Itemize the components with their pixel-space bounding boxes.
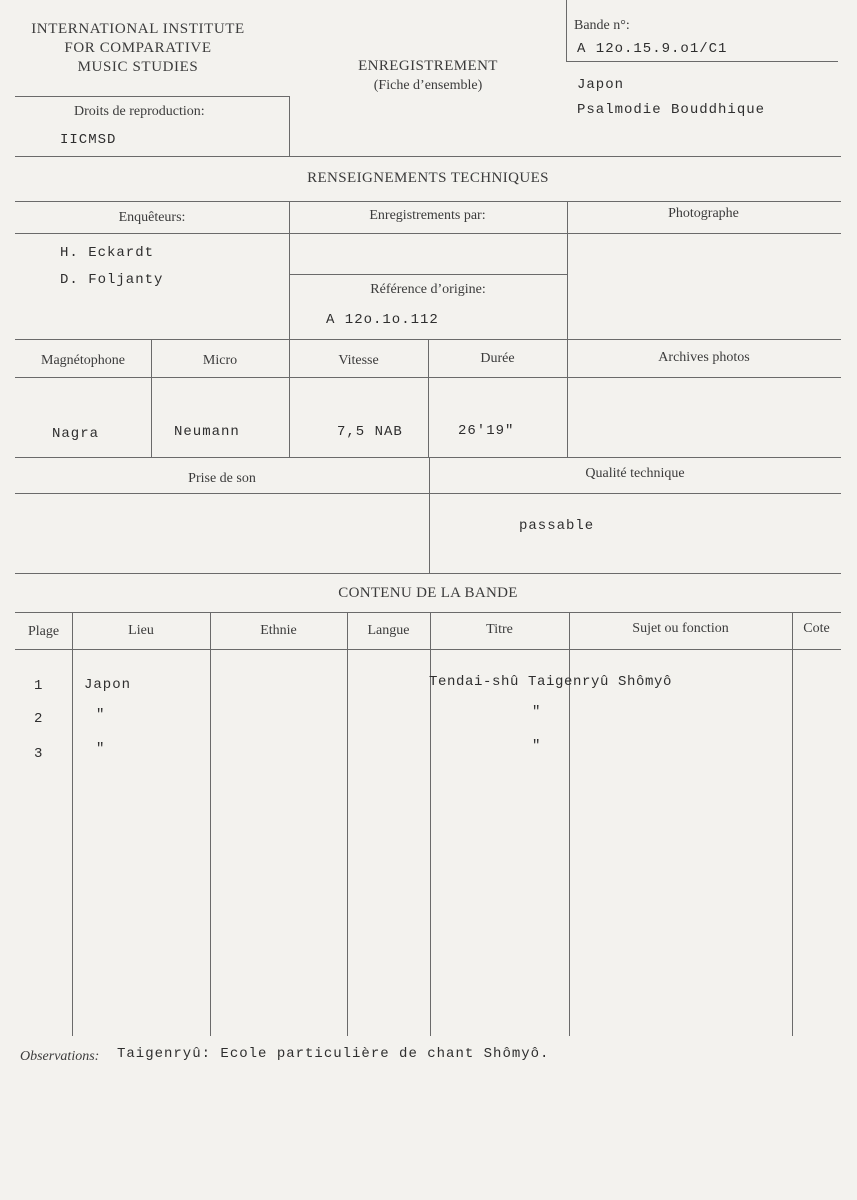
tech-quality-value: passable [519, 518, 595, 534]
duration-label: Durée [480, 351, 515, 366]
micro-value: Neumann [174, 424, 240, 440]
rights-label: Droits de reproduction: [74, 104, 205, 119]
tech-row1-top [15, 201, 841, 202]
contents-col-divider-3 [347, 612, 348, 1036]
investigator-1: H. Eckardt [60, 245, 155, 261]
institute-line-1: INTERNATIONAL INSTITUTE [31, 21, 245, 37]
micro-label: Micro [202, 353, 238, 368]
speed-label: Vitesse [338, 353, 379, 368]
contents-col-divider-6 [792, 612, 793, 1036]
row-1-titre: Tendai-shû Taigenryû Shômyô [429, 674, 673, 690]
observations-label: Observations: [20, 1049, 100, 1064]
row-3-lieu: " [96, 741, 106, 757]
col-cote: Cote [803, 621, 830, 636]
origin-ref-label: Référence d’origine: [370, 282, 486, 297]
observations-text: Taigenryû: Ecole particulière de chant Shômyô. [117, 1046, 550, 1062]
tape-box-left-border [566, 0, 567, 62]
tech-row3-top [15, 457, 841, 458]
form-subtitle: (Fiche d’ensemble) [373, 78, 483, 93]
header-bottom-rule [15, 156, 841, 157]
contents-col-divider-1 [72, 612, 73, 1036]
recorder-label: Magnétophone [41, 353, 125, 368]
row-1-plage: 1 [34, 678, 44, 694]
contents-section-title: CONTENU DE LA BANDE [338, 585, 518, 601]
col-lieu: Lieu [128, 623, 154, 638]
origin-ref-top [289, 274, 567, 275]
tape-label: Bande n°: [574, 18, 630, 33]
row-3-plage: 3 [34, 746, 44, 762]
contents-col-divider-2 [210, 612, 211, 1036]
duration-value: 26'19" [458, 423, 515, 439]
institute-line-2: FOR COMPARATIVE [64, 40, 212, 56]
subject-value: Psalmodie Bouddhique [577, 102, 766, 118]
rights-box-top-border [15, 96, 289, 97]
technical-section-title: RENSEIGNEMENTS TECHNIQUES [307, 170, 549, 186]
contents-table-top [15, 612, 841, 613]
col-ethnie: Ethnie [260, 623, 297, 638]
col-sujet: Sujet ou fonction [632, 621, 729, 636]
row-1-lieu: Japon [84, 677, 132, 693]
photo-archives-label: Archives photos [658, 350, 750, 365]
sound-capture-label: Prise de son [188, 471, 256, 486]
tape-number: A 12o.15.9.o1/C1 [577, 41, 728, 57]
speed-value: 7,5 NAB [337, 424, 403, 440]
rights-value: IICMSD [60, 132, 117, 148]
row-2-plage: 2 [34, 711, 44, 727]
row-2-lieu: " [96, 707, 106, 723]
recorder-value: Nagra [52, 426, 100, 442]
tech-section-bottom [15, 573, 841, 574]
investigators-label: Enquêteurs: [118, 210, 186, 225]
form-title: ENREGISTREMENT [358, 58, 498, 74]
contents-header-bottom [15, 649, 841, 650]
institute-line-3: MUSIC STUDIES [77, 59, 199, 75]
col-langue: Langue [367, 623, 410, 638]
tech-row3-header-bottom [15, 493, 841, 494]
investigator-2: D. Foljanty [60, 272, 164, 288]
row-3-titre: " [532, 738, 542, 754]
rights-box-right-border [289, 96, 290, 156]
col-titre: Titre [486, 622, 513, 637]
row-2-titre: " [532, 704, 542, 720]
recorded-by-label: Enregistrements par: [369, 208, 486, 223]
tape-box-bottom-border [566, 61, 838, 62]
tech-divider-2 [567, 201, 568, 339]
institute-name [12, 20, 264, 77]
origin-ref-value: A 12o.1o.112 [326, 312, 439, 328]
col-plage: Plage [27, 624, 60, 639]
tech-divider-1 [289, 201, 290, 339]
photographer-label: Photographe [668, 206, 739, 221]
country-value: Japon [577, 77, 625, 93]
tech-row1-header-bottom [15, 233, 841, 234]
tech-row2-header-bottom [15, 377, 841, 378]
tech-quality-label: Qualité technique [585, 466, 685, 481]
